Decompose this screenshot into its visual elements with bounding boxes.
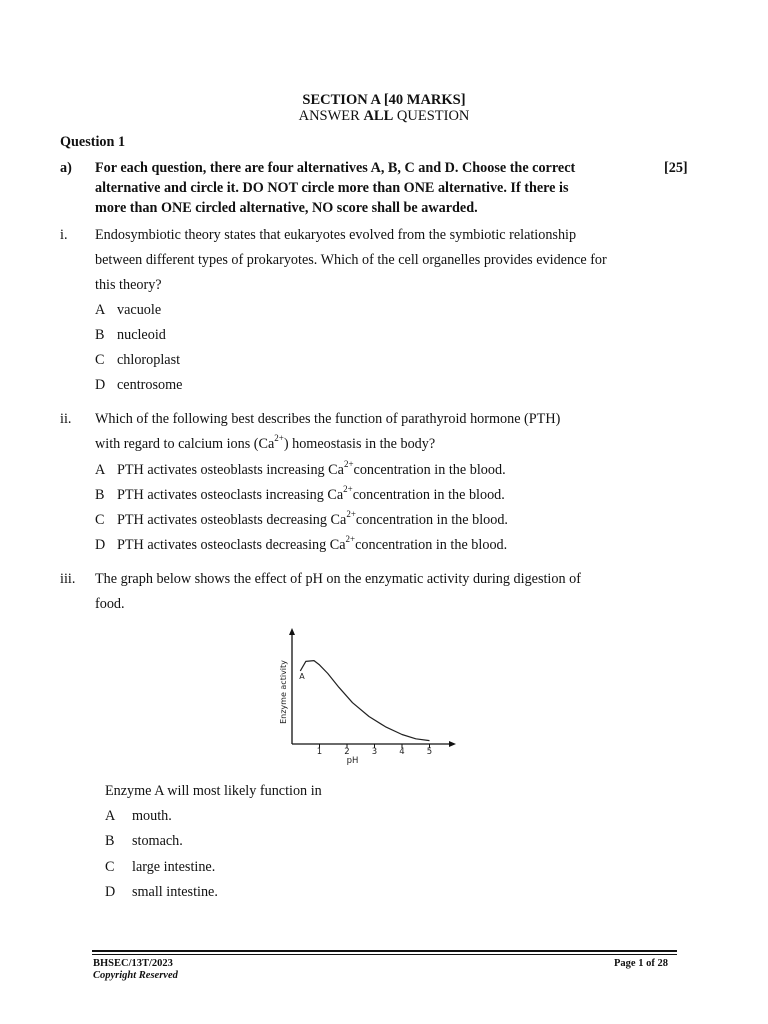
q1-option-letter: A [95,302,106,318]
instruction-bold: ALL [363,108,394,124]
part-a-line-3: more than ONE circled alternative, NO score shall be awarded. [95,200,478,216]
q2-option-post: concentration in the blood. [353,462,506,478]
x-axis-arrow [449,741,456,747]
footer-page: Page 1 of 28 [614,958,668,969]
q2-option-post: concentration in the blood. [352,487,505,503]
footer-copyright: Copyright Reserved [93,970,178,981]
q3-line-1: The graph below shows the effect of pH on the enzymatic activity during digestion of [95,571,581,587]
x-tick-label: 3 [371,747,378,757]
q2-line-1: Which of the following best describes the function of parathyroid hormone (PTH) [95,411,561,427]
q1-number: i. [60,227,68,243]
q2-option-letter: D [95,537,106,553]
q1-option-letter: B [95,327,105,343]
x-tick-label: 4 [399,747,405,757]
q1-option-letter: C [95,352,105,368]
q1-option-text: vacuole [117,302,162,318]
q2-option-sup: 2+ [343,484,353,495]
q2-option-pre: PTH activates osteoclasts decreasing Ca [117,537,346,553]
q2-option-text [117,459,506,479]
q2-option-sup: 2+ [343,459,354,470]
q2-option-text [117,534,508,554]
part-a-line-2: alternative and circle it. DO NOT circle more than ONE alternative. If there is [95,180,569,196]
footer-divider [92,950,677,952]
q3-number: iii. [60,571,76,587]
q2-option-text [117,484,505,504]
q3-option-text: mouth. [132,808,172,824]
q3-option-text: large intestine. [132,859,216,875]
section-instruction [0,108,768,125]
q2-option-letter: B [95,487,105,503]
q2-option-pre: PTH activates osteoclasts increasing Ca [117,487,344,503]
enzyme-ph-chart [270,620,470,770]
q2-option-sup: 2+ [345,534,356,545]
q2-line-2-pre: with regard to calcium ions (Ca [95,436,275,452]
footer-code: BHSEC/13T/2023 [93,958,173,969]
series-line-A [300,661,429,741]
q2-option-sup: 2+ [346,509,356,520]
q3-line-2: food. [95,596,125,612]
q1-line-3: this theory? [95,277,162,293]
q1-line-1: Endosymbiotic theory states that eukaryotes evolved from the symbiotic relationship [95,227,577,243]
q2-number: ii. [60,411,72,427]
part-a-line-1: For each question, there are four alternatives A, B, C and D. Choose the correct [95,160,576,176]
q2-option-letter: C [95,512,105,528]
x-tick-label: 5 [426,747,433,757]
x-tick-label: 1 [316,747,323,757]
part-a-marks: [25] [664,160,688,176]
q3-option-letter: B [105,833,115,849]
q2-option-post: concentration in the blood. [355,512,508,528]
question-label: Question 1 [60,134,126,150]
q2-line-2 [95,433,436,453]
q3-option-letter: C [105,859,115,875]
q2-option-post: concentration in the blood. [355,537,508,553]
section-title: SECTION A [40 MARKS] [302,92,466,108]
q2-option-pre: PTH activates osteoblasts decreasing Ca [117,512,347,528]
instruction-pre: ANSWER [298,108,364,124]
q3-option-letter: D [105,884,116,900]
q1-option-text: chloroplast [117,352,181,368]
q3-option-text: stomach. [132,833,183,849]
q1-option-text: nucleoid [117,327,166,343]
instruction-post: QUESTION [393,108,470,124]
q2-line-2-post: ) homeostasis in the body? [283,436,436,452]
x-axis-label: pH [346,756,359,766]
q2-line-2-sup: 2+ [274,433,284,444]
q3-prompt: Enzyme A will most likely function in [105,783,322,799]
part-a-label: a) [60,160,72,176]
q1-line-2: between different types of prokaryotes. Which of the cell organelles provides evidence for [95,252,607,268]
q2-option-text [117,509,508,529]
curve-label: A [299,671,305,681]
q1-option-text: centrosome [117,377,183,393]
footer-divider-thin [92,954,677,955]
q2-option-pre: PTH activates osteoblasts increasing Ca [117,462,344,478]
q3-option-text: small intestine. [132,884,218,900]
y-axis-arrow [289,628,295,635]
q3-option-letter: A [105,808,116,824]
q1-option-letter: D [95,377,106,393]
q2-option-letter: A [95,462,106,478]
y-axis-label: Enzyme activity [279,660,288,724]
x-tick-label: 2 [344,747,350,757]
